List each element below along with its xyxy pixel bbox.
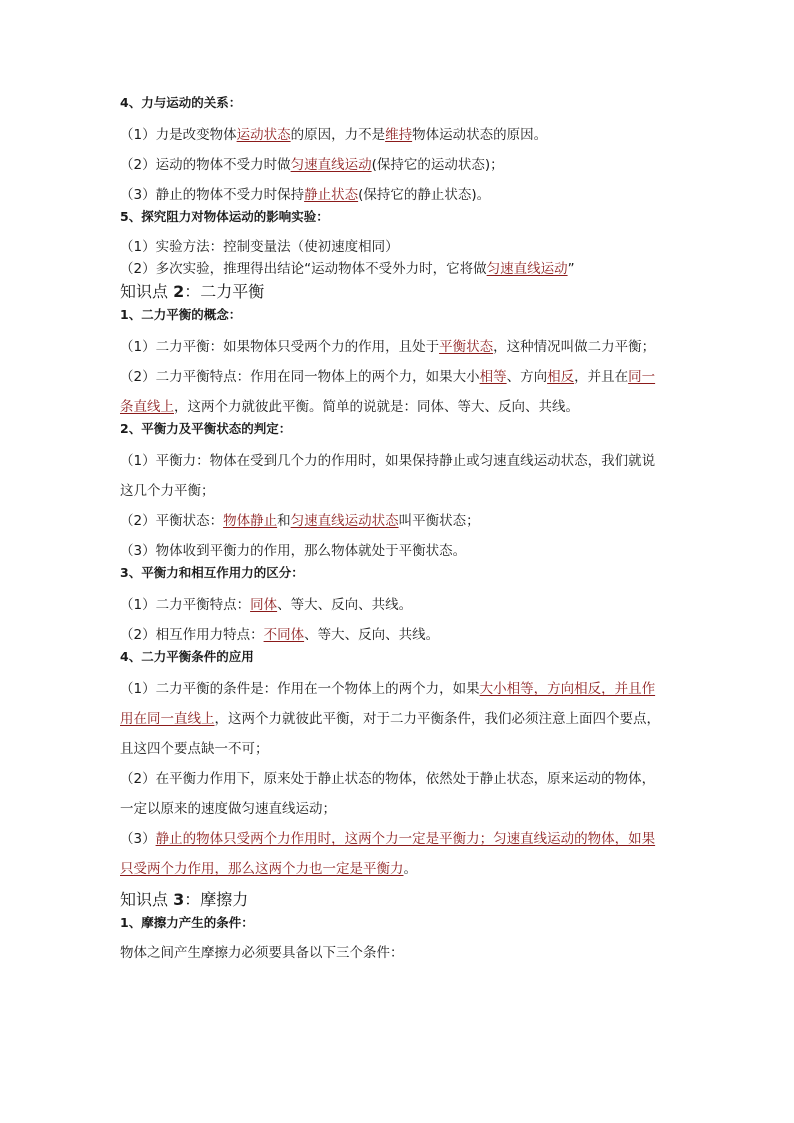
highlighted-term: 相反	[547, 369, 575, 385]
highlighted-term: 不同体	[263, 627, 305, 643]
knowledge-point-number: 2	[173, 282, 185, 301]
text-run: （1）二力平衡的条件是：作用在一个物体上的两个力，如果	[120, 681, 480, 697]
text-run: 和	[277, 513, 291, 529]
paragraph-line	[120, 708, 680, 730]
text-run: ，这种情况叫做二力平衡；	[493, 339, 656, 355]
highlighted-term: 大小相等，方向相反，并且作	[479, 681, 656, 697]
paragraph-line	[120, 184, 680, 206]
text-run: 叫平衡状态；	[398, 513, 480, 529]
section-heading: 1、二力平衡的概念：	[120, 307, 242, 322]
paragraph-line	[120, 768, 680, 790]
text-run: （3）静止的物体不受力时保持	[120, 187, 305, 203]
paragraph-line	[120, 450, 680, 472]
highlighted-term: 同体	[250, 597, 278, 613]
text-run: （2）平衡状态：	[120, 513, 224, 529]
text-run: （2）在平衡力作用下，原来处于静止状态的物体，依然处于静止状态，原来运动的物体，	[120, 771, 656, 787]
text-run: （3）物体收到平衡力的作用，那么物体就处于平衡状态。	[120, 543, 467, 559]
document-page	[120, 92, 680, 964]
text-run: 这几个力平衡；	[120, 483, 215, 499]
knowledge-point-title	[120, 280, 680, 304]
paragraph-line	[120, 510, 680, 532]
knowledge-point-number: 3	[173, 890, 185, 909]
text-run: （1）二力平衡：如果物体只受两个力的作用，且处于	[120, 339, 440, 355]
text-run: ：摩擦力	[184, 890, 249, 909]
text-run: （2）相互作用力特点：	[120, 627, 264, 643]
highlighted-term: 只受两个力作用，那么这两个力也一定是平衡力	[120, 861, 404, 877]
text-run: 物体之间产生摩擦力必须要具备以下三个条件：	[120, 945, 404, 961]
section-heading: 4、二力平衡条件的应用	[120, 649, 254, 664]
highlighted-term: 条直线上	[120, 399, 174, 415]
text-run: （1）二力平衡特点：	[120, 597, 251, 613]
paragraph-line	[120, 942, 680, 964]
knowledge-point-title	[120, 888, 680, 912]
paragraph-line	[120, 594, 680, 616]
section-heading: 5、探究阻力对物体运动的影响实验：	[120, 209, 329, 224]
section-heading: 3、平衡力和相互作用力的区分：	[120, 565, 304, 580]
paragraph-line	[120, 336, 680, 358]
text-run: ，并且在	[574, 369, 629, 385]
text-run: （2）运动的物体不受力时做	[120, 157, 291, 173]
highlighted-term: 匀速直线运动状态	[290, 513, 399, 529]
highlighted-term: 静止状态	[304, 187, 359, 203]
text-run: （2）多次实验，推理得出结论“运动物体不受外力时，它将做	[120, 261, 487, 277]
text-run: ”	[567, 261, 575, 277]
text-run: （3）	[120, 831, 156, 847]
paragraph-line	[120, 540, 680, 562]
text-run: 、等大、反向、共线。	[277, 597, 413, 613]
paragraph-line	[120, 236, 680, 258]
paragraph-line	[120, 828, 680, 850]
highlighted-term: 静止的物体只受两个力作用时，这两个力一定是平衡力；匀速直线运动的物体，如果	[155, 831, 656, 847]
text-run: 物体运动状态的原因。	[412, 127, 548, 143]
text-run: 。	[403, 861, 417, 877]
text-run: 一定以原来的速度做匀速直线运动；	[120, 801, 336, 817]
paragraph-line	[120, 258, 680, 280]
highlighted-term: 同一	[628, 369, 656, 385]
text-run: ：二力平衡	[184, 282, 265, 301]
highlighted-term: 匀速直线运动	[486, 261, 568, 277]
highlighted-term: 相等	[479, 369, 507, 385]
text-run: （1）力是改变物体	[120, 127, 237, 143]
highlighted-term: 用在同一直线上	[120, 711, 215, 727]
highlighted-term: 运动状态	[236, 127, 291, 143]
text-run: （2）二力平衡特点：作用在同一物体上的两个力，如果大小	[120, 369, 480, 385]
paragraph-line	[120, 678, 680, 700]
paragraph-line	[120, 624, 680, 646]
highlighted-term: 物体静止	[223, 513, 278, 529]
text-run: 知识点	[120, 890, 174, 909]
highlighted-term: 平衡状态	[439, 339, 494, 355]
text-run: (保持它的静止状态)。	[358, 187, 491, 203]
paragraph-line	[120, 798, 680, 820]
text-run: (保持它的运动状态)；	[371, 157, 504, 173]
highlighted-term: 维持	[385, 127, 413, 143]
paragraph-line	[120, 154, 680, 176]
text-run: 、等大、反向、共线。	[304, 627, 440, 643]
section-heading: 1、摩擦力产生的条件：	[120, 915, 254, 930]
text-run: （1）平衡力：物体在受到几个力的作用时，如果保持静止或匀速直线运动状态，我们就说	[120, 453, 656, 469]
highlighted-term: 匀速直线运动	[290, 157, 372, 173]
paragraph-line	[120, 480, 680, 502]
paragraph-line	[120, 124, 680, 146]
section-heading: 2、平衡力及平衡状态的判定：	[120, 421, 292, 436]
text-run: 知识点	[120, 282, 174, 301]
text-run: ，这两个力就彼此平衡。简单的说就是：同体、等大、反向、共线。	[174, 399, 579, 415]
paragraph-line	[120, 396, 680, 418]
paragraph-line	[120, 738, 680, 760]
section-heading: 4、力与运动的关系：	[120, 95, 242, 110]
text-run: ，这两个力就彼此平衡，对于二力平衡条件，我们必须注意上面四个要点，	[214, 711, 660, 727]
text-run: 且这四个要点缺一不可；	[120, 741, 269, 757]
text-run: 的原因，力不是	[290, 127, 386, 143]
text-run: （1）实验方法：控制变量法（使初速度相同）	[120, 239, 399, 255]
paragraph-line	[120, 366, 680, 388]
paragraph-line	[120, 858, 680, 880]
text-run: 、方向	[506, 369, 548, 385]
